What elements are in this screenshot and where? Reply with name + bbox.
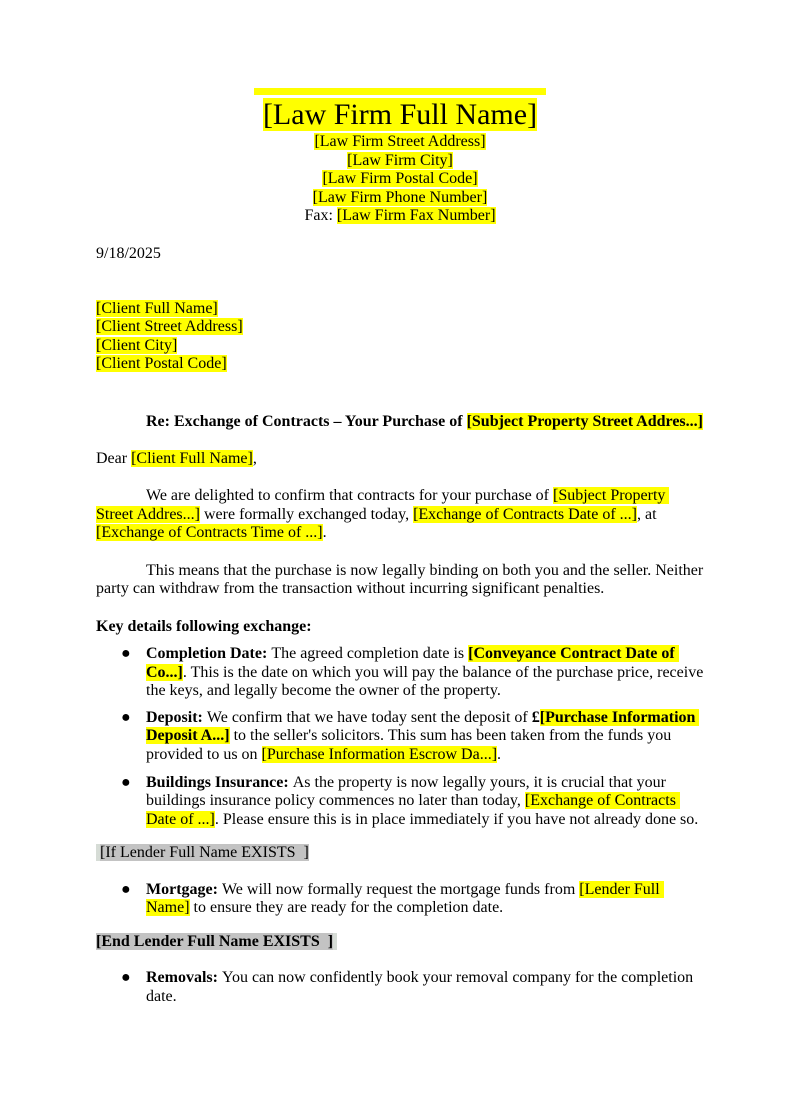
merge-field-highlighted: [Purchase Information Deposit A...] — [146, 708, 700, 745]
text-segment: [End Lender Full Name EXISTS ] — [96, 932, 334, 950]
text-segment: . — [497, 746, 502, 763]
merge-field-highlighted: [Conveyance Contract Date of Co...] — [146, 645, 679, 681]
salutation — [96, 450, 704, 469]
recipient-address-block — [96, 300, 704, 374]
bullet-deposit — [96, 709, 704, 765]
merge-field-highlighted: [Law Firm Phone Number] — [312, 188, 488, 206]
key-details-heading — [96, 618, 704, 637]
bullet-icon: ● — [121, 880, 131, 898]
title-highlight-strip — [254, 88, 546, 95]
text-segment: We confirm that we have today sent the deposit of — [206, 708, 532, 726]
text-segment: . Please ensure this is in place immediately if you have not already done so. — [214, 810, 699, 828]
merge-field-highlighted: [Exchange of Contracts Time of ...] — [96, 524, 323, 542]
text-segment: You can now confidently book your removal company for the completion date. — [146, 969, 698, 1005]
firm-address-line-postal — [96, 170, 704, 189]
bullet-buildings-insurance — [96, 774, 704, 830]
paragraph-legally-binding — [96, 561, 708, 599]
merge-field-highlighted: [Client City] — [96, 336, 178, 354]
firm-address-line-street — [96, 133, 704, 152]
bullet-icon: ● — [121, 969, 131, 987]
merge-field-highlighted: [Subject Property Street Addres...] — [466, 412, 703, 430]
conditional-end-lender-exists — [96, 933, 337, 952]
text-segment: . This is the date on which you will pay the balance of the purchase price, receive the keys, and legally become the owner of the property. — [146, 663, 708, 700]
text-segment: Mortgage: — [146, 880, 222, 898]
text-segment: The agreed completion date is — [271, 645, 469, 663]
merge-field-highlighted: [Client Street Address] — [96, 318, 243, 336]
bullet-icon: ● — [121, 708, 131, 726]
firm-name — [96, 97, 704, 133]
merge-field-highlighted: [Law Firm Full Name] — [262, 98, 538, 131]
text-segment: As the property is now legally yours, it is crucial that your buildings insurance policy commences no later than today, — [146, 773, 670, 810]
merge-field-highlighted: [Law Firm Street Address] — [314, 133, 486, 150]
text-segment: Re: Exchange of Contracts – Your Purchase of — [146, 412, 467, 430]
merge-field-highlighted: [Law Firm Fax Number] — [336, 207, 496, 225]
text-segment: , — [252, 450, 257, 468]
recipient-street-line — [96, 318, 704, 337]
merge-field-highlighted: [Law Firm City] — [347, 151, 453, 169]
bullet-icon: ● — [121, 645, 131, 663]
text-segment: We will now formally request the mortgage funds from — [221, 880, 580, 898]
firm-address-line-city — [96, 152, 704, 171]
recipient-postal-line — [96, 355, 704, 374]
text-segment: We are delighted to confirm that contracts for your purchase of — [146, 486, 553, 504]
text-segment: £ — [531, 708, 540, 726]
text-segment: Fax: — [304, 207, 337, 225]
bullet-removals — [96, 969, 704, 1006]
bullet-mortgage-text — [146, 881, 704, 918]
text-segment: . — [322, 524, 327, 542]
text-segment: Buildings Insurance: — [146, 773, 293, 791]
merge-field-highlighted: [Law Firm Postal Code] — [322, 170, 478, 188]
merge-field-highlighted: [Purchase Information Escrow Da...] — [261, 746, 498, 763]
text-segment: Removals: — [146, 969, 222, 987]
merge-field-highlighted: [Subject Property Street Addres...] — [96, 486, 670, 523]
merge-field-highlighted: [Exchange of Contracts Date of ...] — [146, 792, 680, 828]
firm-fax-line — [96, 207, 704, 226]
recipient-city-line — [96, 337, 704, 356]
text-segment: [If Lender Full Name EXISTS ] — [100, 844, 309, 862]
bullet-mortgage — [96, 881, 704, 918]
bullet-buildings-insurance-text — [146, 774, 704, 830]
text-segment: 9/18/2025 — [96, 244, 161, 262]
conditional-if-lender-exists — [96, 844, 309, 863]
bullet-removals-text — [146, 969, 704, 1006]
firm-address-line-phone — [96, 189, 704, 208]
letter-date — [96, 245, 704, 264]
letterhead — [96, 88, 704, 226]
text-segment: , at — [637, 505, 661, 523]
text-segment: Deposit: — [146, 708, 207, 726]
bullet-deposit-text — [146, 709, 704, 765]
bullet-completion-date-text — [146, 645, 708, 701]
text-segment: to ensure they are ready for the completion date. — [189, 899, 504, 917]
recipient-name-line — [96, 300, 704, 319]
text-segment: were formally exchanged today, — [199, 505, 414, 523]
text-segment: Key details following exchange: — [96, 617, 312, 635]
merge-field-highlighted: [Client Full Name] — [96, 299, 218, 317]
bullet-icon: ● — [121, 773, 131, 791]
bullet-completion-date — [96, 645, 708, 701]
subject-line — [96, 413, 704, 432]
merge-field-highlighted: [Client Full Name] — [131, 450, 253, 468]
merge-field-highlighted: [Lender Full Name] — [146, 880, 664, 917]
text-segment: Dear — [96, 450, 132, 468]
text-segment: to the seller's solicitors. This sum has been taken from the funds you provided to us on — [146, 727, 676, 763]
paragraph-exchange-confirmation — [96, 487, 704, 543]
merge-field-highlighted: [Client Postal Code] — [96, 355, 227, 373]
text-segment — [333, 933, 337, 950]
merge-field-highlighted: [Exchange of Contracts Date of ...] — [413, 505, 637, 523]
text-segment: Completion Date: — [146, 645, 272, 663]
text-segment: This means that the purchase is now legally binding on both you and the seller. Neither party can withdraw from the transaction without incurring significant penalties. — [96, 561, 708, 598]
